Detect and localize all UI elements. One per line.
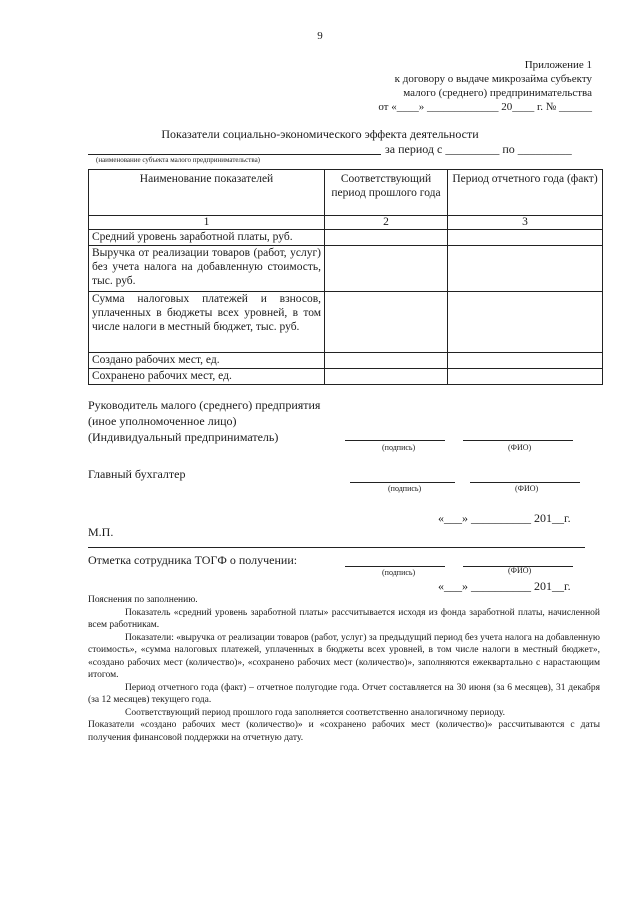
row-label-revenue: Выручка от реализации товаров (работ, услуг) без учета налога на добавленную стоимость, тыс. руб. bbox=[89, 246, 325, 292]
column-number: 2 bbox=[325, 216, 448, 230]
appendix-line-4: от «____» _____________ 20____ г. № ______ bbox=[378, 101, 592, 113]
accountant-signature-field[interactable] bbox=[350, 482, 455, 483]
note-paragraph: Показатели: «выручка от реализации товаров (работ, услуг) за предыдущий период без учета налога на добавленную стоимость», «сумма налоговых платежей, уплаченных в бюджеты всех уровней, в том числе налоги в местный бюджет», «создано рабочих мест (количество)», «сохранено рабочих мест (количество)», заполняются ежеквартально с нарастающим итогом. bbox=[88, 632, 600, 680]
head-fio-caption: (ФИО) bbox=[508, 443, 532, 452]
head-signature-field[interactable] bbox=[345, 440, 445, 441]
appendix-line-3: малого (среднего) предпринимательства bbox=[403, 87, 592, 99]
tgof-receipt-label: Отметка сотрудника ТОГФ о получении: bbox=[88, 553, 298, 567]
entity-caption: (наименование субъекта малого предпринимательства) bbox=[96, 156, 261, 164]
accountant-title: Главный бухгалтер bbox=[88, 467, 186, 481]
row-label-tax-payments: Сумма налоговых платежей и взносов, уплаченных в бюджеты всех уровней, в том числе налоги в местный бюджет, тыс. руб. bbox=[89, 292, 325, 353]
appendix-line-1: Приложение 1 bbox=[524, 59, 592, 71]
value-cell[interactable] bbox=[448, 369, 603, 385]
filling-notes bbox=[88, 594, 600, 744]
accountant-fio-field[interactable] bbox=[470, 482, 580, 483]
header-previous-period: Соответствующий период прошлого года bbox=[325, 170, 448, 216]
head-title-line-3: (Индивидуальный предприниматель) bbox=[88, 430, 279, 444]
indicators-table bbox=[88, 169, 603, 385]
note-paragraph: Показатель «средний уровень заработной платы» рассчитывается исходя из фонда заработной платы, начисленной всем работникам. bbox=[88, 607, 600, 630]
row-label-average-salary: Средний уровень заработной платы, руб. bbox=[89, 230, 325, 246]
accountant-fio-caption: (ФИО) bbox=[515, 484, 539, 493]
tgof-date[interactable]: «___» __________ 201__г. bbox=[438, 579, 571, 593]
entity-name-field[interactable] bbox=[88, 142, 381, 155]
period-text: за период с _________ по _________ bbox=[385, 142, 572, 156]
head-title-line-2: (иное уполномоченное лицо) bbox=[88, 414, 237, 428]
appendix-line-2: к договору о выдаче микрозайма субъекту bbox=[394, 73, 592, 85]
tgof-fio-caption: (ФИО) bbox=[508, 566, 532, 575]
tgof-signature-caption: (подпись) bbox=[382, 568, 416, 577]
value-cell[interactable] bbox=[325, 230, 448, 246]
note-paragraph: Период отчетного года (факт) – отчетное полугодие года. Отчет составляется на 30 июня (за 6 месяцев), 31 декабря (за 12 месяцев) текущего года. bbox=[88, 682, 600, 705]
value-cell[interactable] bbox=[325, 292, 448, 353]
note-paragraph: Соответствующий период прошлого года заполняется соответственно аналогичному периоду. bbox=[125, 707, 505, 718]
value-cell[interactable] bbox=[325, 369, 448, 385]
document-title: Показатели социально-экономического эффекта деятельности bbox=[161, 127, 479, 141]
separator-line bbox=[88, 547, 585, 548]
stamp-placeholder: М.П. bbox=[88, 525, 114, 539]
column-number: 1 bbox=[89, 216, 325, 230]
accountant-signature-caption: (подпись) bbox=[388, 484, 422, 493]
note-paragraph: Показатели «создано рабочих мест (количество)» и «сохранено рабочих мест (количество)» рассчитываются с даты получения финансовой поддержки на отчетную дату. bbox=[88, 720, 600, 743]
page-number: 9 bbox=[317, 30, 323, 42]
tgof-signature-field[interactable] bbox=[345, 566, 445, 567]
column-number: 3 bbox=[448, 216, 603, 230]
value-cell[interactable] bbox=[325, 353, 448, 369]
head-fio-field[interactable] bbox=[463, 440, 573, 441]
header-reporting-period: Период отчетного года (факт) bbox=[448, 170, 603, 216]
row-label-jobs-created: Создано рабочих мест, ед. bbox=[89, 353, 325, 369]
row-label-jobs-retained: Сохранено рабочих мест, ед. bbox=[89, 369, 325, 385]
notes-heading: Пояснения по заполнению. bbox=[88, 595, 198, 605]
header-indicator-name: Наименование показателей bbox=[89, 170, 325, 216]
value-cell[interactable] bbox=[448, 353, 603, 369]
value-cell[interactable] bbox=[448, 230, 603, 246]
head-title-line-1: Руководитель малого (среднего) предприятия bbox=[88, 398, 321, 412]
value-cell[interactable] bbox=[325, 246, 448, 292]
signature-date[interactable]: «___» __________ 201__г. bbox=[438, 511, 571, 525]
head-signature-caption: (подпись) bbox=[382, 443, 416, 452]
value-cell[interactable] bbox=[448, 292, 603, 353]
value-cell[interactable] bbox=[448, 246, 603, 292]
